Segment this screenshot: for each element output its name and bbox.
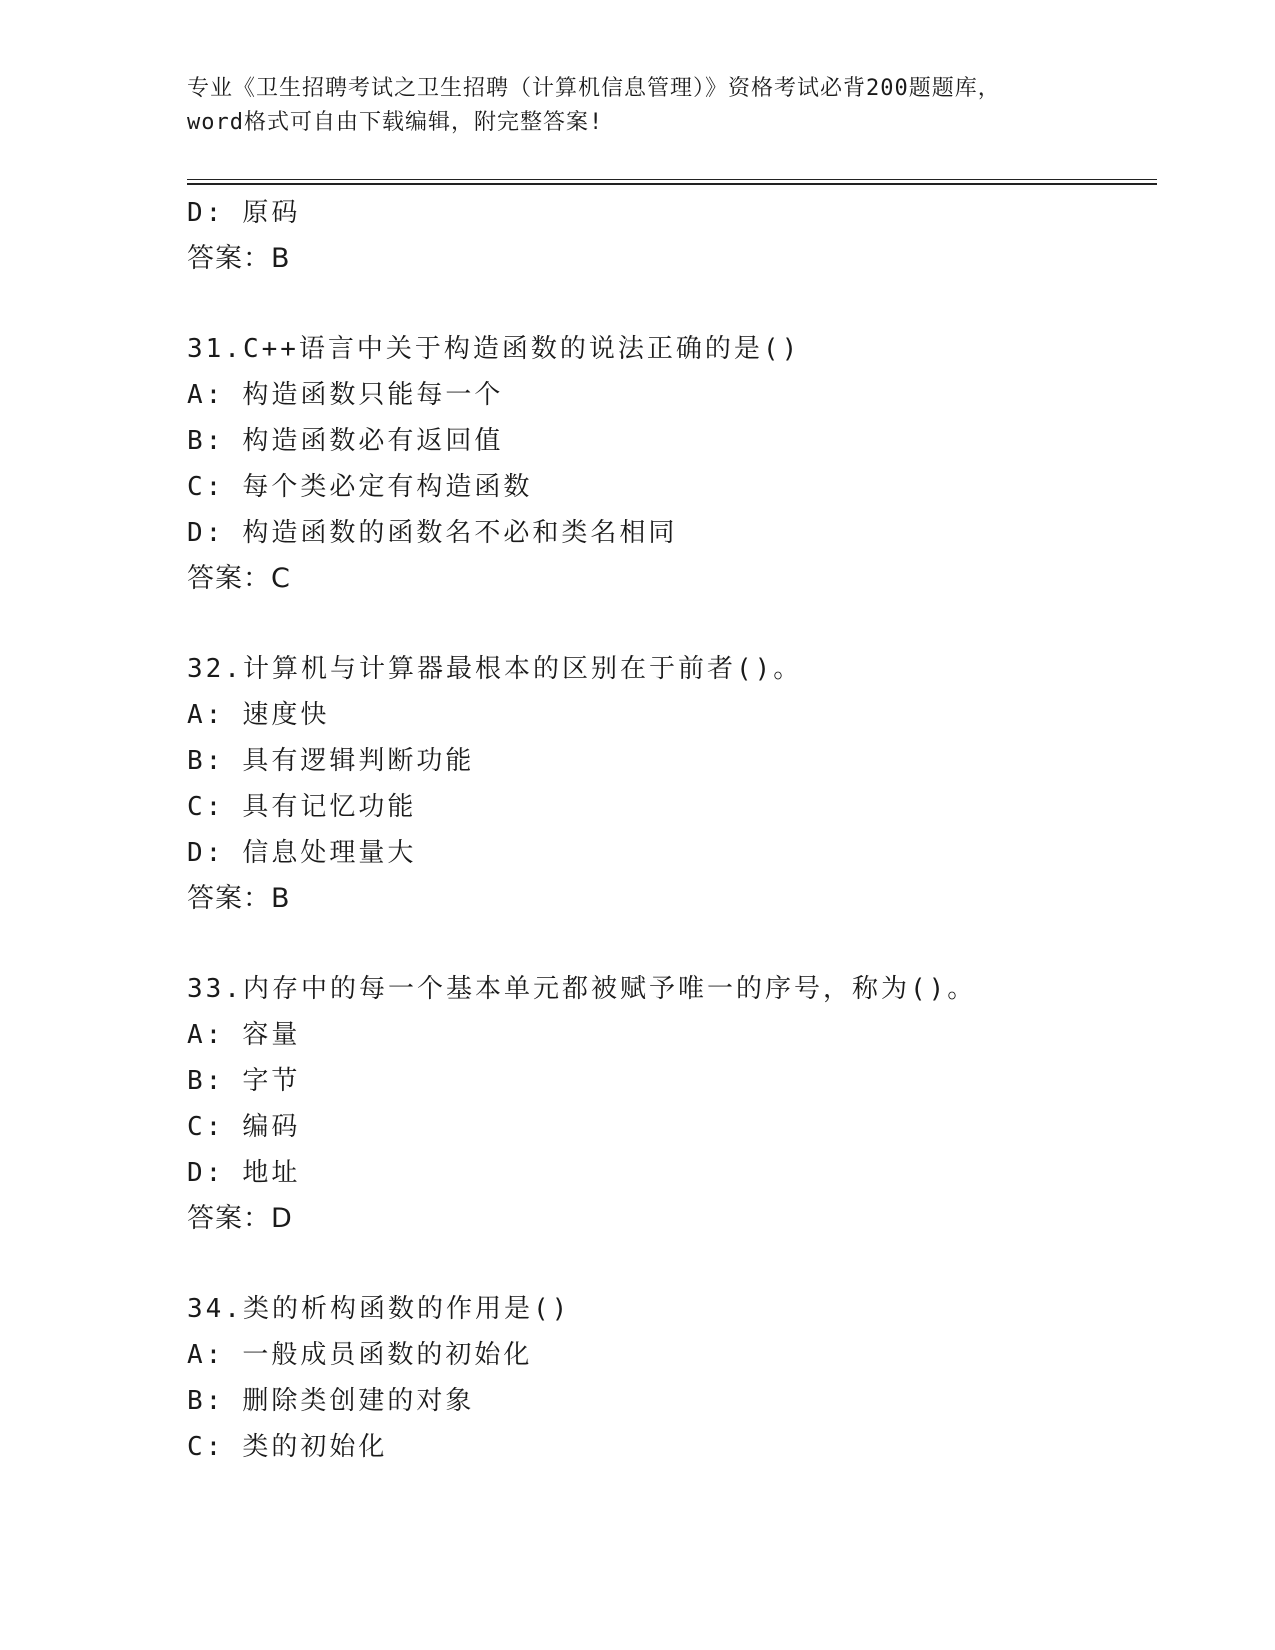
option-text: 编码 <box>242 1112 301 1142</box>
option-text: 原码 <box>242 198 301 228</box>
option-text: 类的初始化 <box>242 1432 388 1462</box>
option-d <box>187 830 1157 876</box>
option-c <box>187 784 1157 830</box>
option-c <box>187 1424 1157 1470</box>
option-text: 具有记忆功能 <box>242 792 417 822</box>
option-a <box>187 1332 1157 1378</box>
option-letter: D: <box>187 518 225 548</box>
question-block <box>187 326 1157 602</box>
option-a <box>187 1012 1157 1058</box>
option-d <box>187 190 1157 236</box>
option-letter: C: <box>187 1432 225 1462</box>
option-letter: B: <box>187 746 225 776</box>
option-b <box>187 1378 1157 1424</box>
header-divider-thick <box>187 183 1157 185</box>
option-text: 删除类创建的对象 <box>242 1386 475 1416</box>
option-letter: B: <box>187 1066 225 1096</box>
option-text: 容量 <box>242 1020 301 1050</box>
option-text: 信息处理量大 <box>242 838 417 868</box>
header-title-line-2: word格式可自由下载编辑，附完整答案! <box>187 110 604 135</box>
option-text: 字节 <box>242 1066 301 1096</box>
answer-line: 答案：D <box>187 1203 293 1234</box>
option-text: 构造函数的函数名不必和类名相同 <box>242 518 678 548</box>
option-a <box>187 372 1157 418</box>
option-letter: A: <box>187 700 225 730</box>
option-c <box>187 464 1157 510</box>
option-letter: A: <box>187 1340 225 1370</box>
document-header <box>187 72 1087 140</box>
option-letter: C: <box>187 792 225 822</box>
option-letter: C: <box>187 1112 225 1142</box>
option-letter: B: <box>187 426 225 456</box>
option-b <box>187 418 1157 464</box>
question-block <box>187 966 1157 1242</box>
option-letter: A: <box>187 380 225 410</box>
header-divider-thin <box>187 179 1157 180</box>
option-text: 构造函数必有返回值 <box>242 426 504 456</box>
option-d <box>187 1150 1157 1196</box>
header-title-line-1: 专业《卫生招聘考试之卫生招聘（计算机信息管理）》资格考试必背200题题库， <box>187 76 1001 101</box>
option-b <box>187 738 1157 784</box>
question-block <box>187 646 1157 922</box>
option-letter: C: <box>187 472 225 502</box>
answer-line: 答案：B <box>187 883 291 914</box>
answer-line: 答案：C <box>187 563 291 594</box>
question-stem: 34.类的析构函数的作用是() <box>187 1294 571 1324</box>
question-stem: 33.内存中的每一个基本单元都被赋予唯一的序号，称为()。 <box>187 974 977 1004</box>
option-letter: A: <box>187 1020 225 1050</box>
option-d <box>187 510 1157 556</box>
option-text: 地址 <box>242 1158 301 1188</box>
question-stem: 31.C++语言中关于构造函数的说法正确的是() <box>187 334 801 364</box>
option-letter: B: <box>187 1386 225 1416</box>
option-a <box>187 692 1157 738</box>
option-letter: D: <box>187 1158 225 1188</box>
question-block <box>187 1286 1157 1470</box>
question-stem: 32.计算机与计算器最根本的区别在于前者()。 <box>187 654 803 684</box>
option-letter: D: <box>187 198 225 228</box>
option-text: 速度快 <box>242 700 330 730</box>
option-c <box>187 1104 1157 1150</box>
option-text: 构造函数只能每一个 <box>242 380 504 410</box>
question-list <box>187 190 1157 1470</box>
option-text: 一般成员函数的初始化 <box>242 1340 533 1370</box>
answer-line: 答案：B <box>187 243 291 274</box>
option-b <box>187 1058 1157 1104</box>
option-letter: D: <box>187 838 225 868</box>
option-text: 每个类必定有构造函数 <box>242 472 533 502</box>
option-text: 具有逻辑判断功能 <box>242 746 475 776</box>
